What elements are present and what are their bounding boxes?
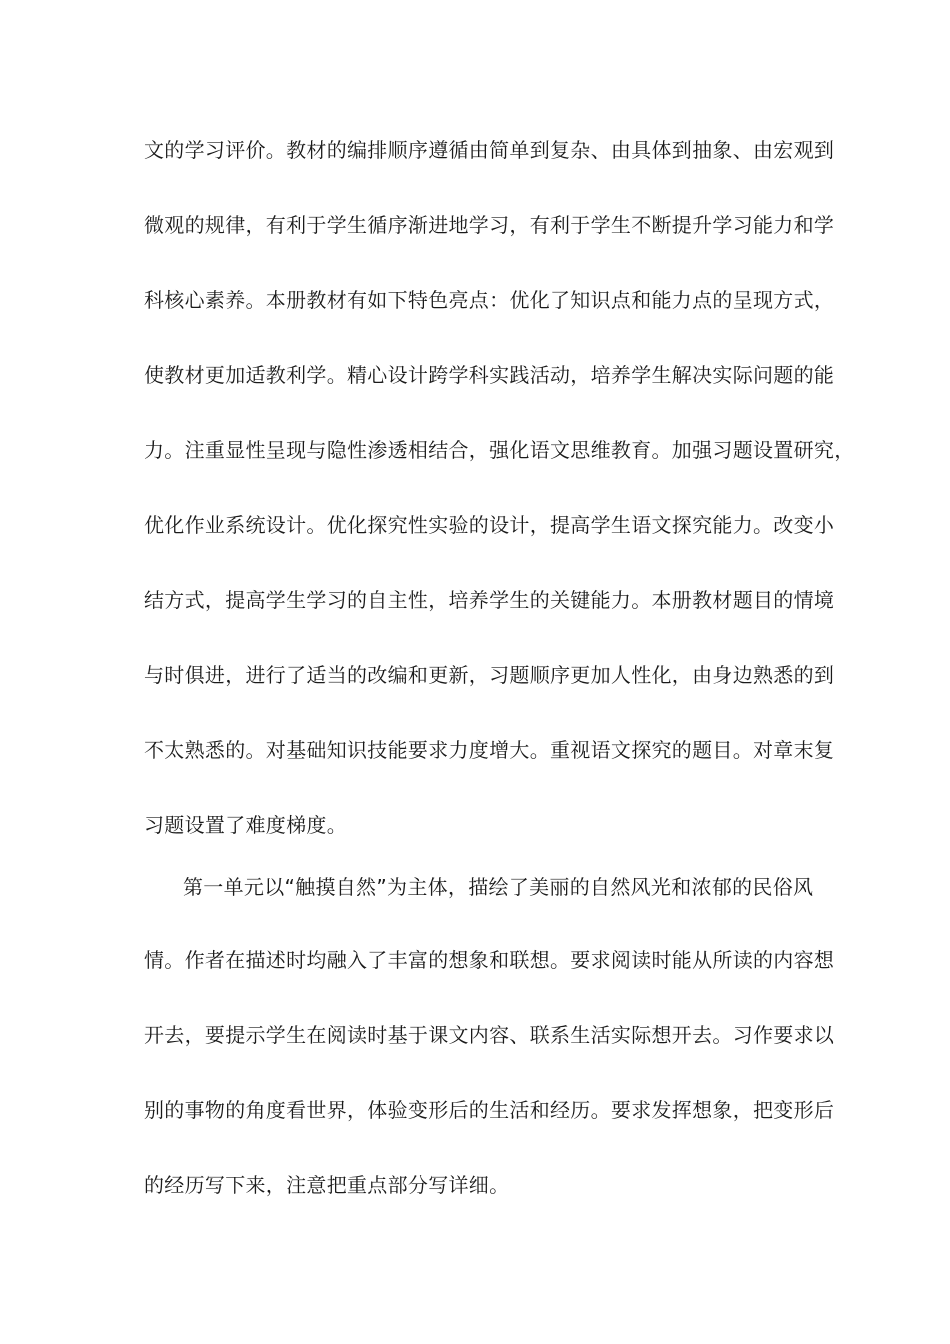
paragraph-2-line-2: 情。作者在描述时均融入了丰富的想象和联想。要求阅读时能从所读的内容想 xyxy=(144,948,835,972)
paragraph-1-line-2: 微观的规律，有利于学生循序渐进地学习，有利于学生不断提升学习能力和学 xyxy=(144,213,835,237)
paragraph-1-line-3: 科核心素养。本册教材有如下特色亮点：优化了知识点和能力点的呈现方式， xyxy=(144,288,835,312)
paragraph-2-line-5: 的经历写下来，注意把重点部分写详细。 xyxy=(144,1173,510,1197)
paragraph-1-line-8: 与时俱进，进行了适当的改编和更新，习题顺序更加人性化，由身边熟悉的到 xyxy=(144,663,835,687)
paragraph-1-line-6: 优化作业系统设计。优化探究性实验的设计，提高学生语文探究能力。改变小 xyxy=(144,513,835,537)
paragraph-1-line-7: 结方式，提高学生学习的自主性，培养学生的关键能力。本册教材题目的情境 xyxy=(144,588,835,612)
paragraph-1-line-1: 文的学习评价。教材的编排顺序遵循由简单到复杂、由具体到抽象、由宏观到 xyxy=(144,138,835,162)
paragraph-1-line-9: 不太熟悉的。对基础知识技能要求力度增大。重视语文探究的题目。对章末复 xyxy=(144,738,835,762)
paragraph-1-line-4: 使教材更加适教利学。精心设计跨学科实践活动，培养学生解决实际问题的能 xyxy=(144,363,835,387)
paragraph-2-line-3: 开去，要提示学生在阅读时基于课文内容、联系生活实际想开去。习作要求以 xyxy=(144,1023,835,1047)
paragraph-1-line-5: 力。注重显性呈现与隐性渗透相结合，强化语文思维教育。加强习题设置研究， xyxy=(144,438,855,462)
paragraph-1-line-10: 习题设置了难度梯度。 xyxy=(144,813,347,837)
paragraph-2-line-4: 别的事物的角度看世界，体验变形后的生活和经历。要求发挥想象，把变形后 xyxy=(144,1098,835,1122)
paragraph-2-line-1: 第一单元以“触摸自然”为主体，描绘了美丽的自然风光和浓郁的民俗风 xyxy=(183,875,814,899)
